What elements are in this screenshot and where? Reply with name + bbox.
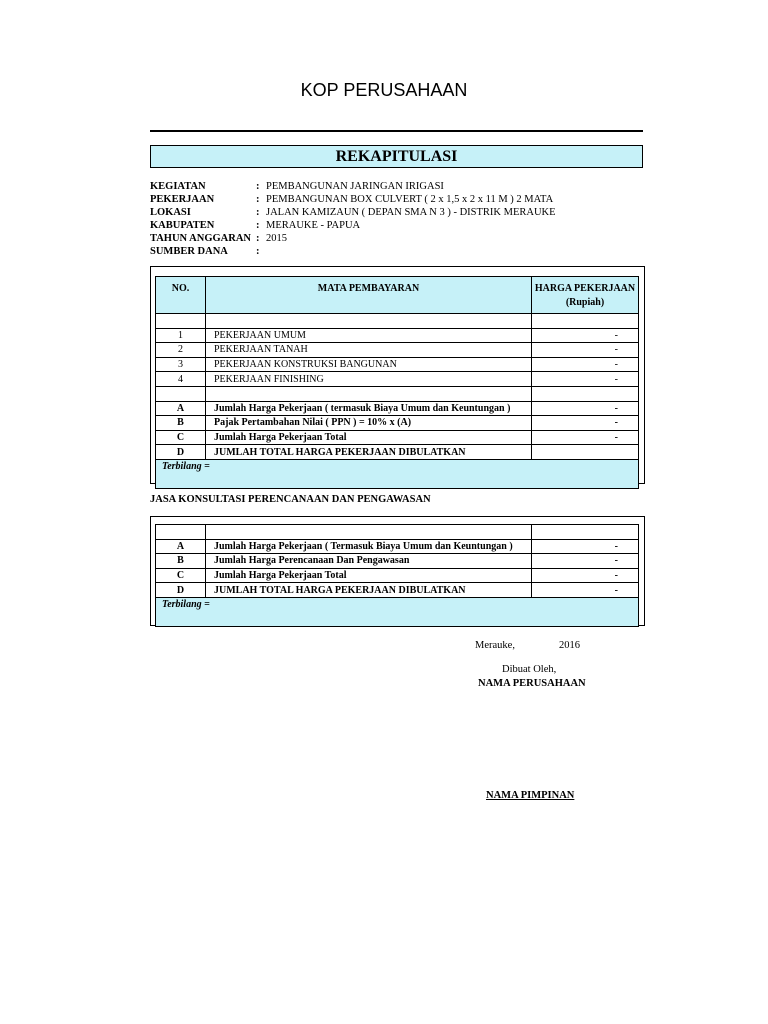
info-value: 2015 — [266, 233, 287, 244]
info-key: KABUPATEN — [150, 220, 215, 231]
info-row-kabupaten: KABUPATEN : MERAUKE - PAPUA — [150, 219, 630, 232]
recap-table — [155, 276, 639, 489]
info-key: SUMBER DANA — [150, 246, 228, 257]
table-header-row — [156, 277, 639, 314]
terbilang-row — [156, 459, 639, 488]
info-key: PEKERJAAN — [150, 194, 215, 205]
kop-perusahaan: KOP PERUSAHAAN — [300, 80, 468, 100]
jasa-row: B Jumlah Harga Perencanaan Dan Pengawasan - — [156, 554, 639, 569]
terbilang-row — [156, 597, 639, 626]
table-row: 3 PEKERJAAN KONSTRUKSI BANGUNAN - — [156, 357, 639, 372]
info-key: LOKASI — [150, 207, 191, 218]
info-row-kegiatan: KEGIATAN : PEMBANGUNAN JARINGAN IRIGASI — [150, 180, 630, 193]
table-row: 4 PEKERJAAN FINISHING - — [156, 372, 639, 387]
col-header-harga-line1: HARGA PEKERJAAN — [534, 283, 636, 294]
terbilang-label: Terbilang = — [156, 459, 639, 488]
jasa-table-frame — [150, 516, 645, 626]
summary-row: A Jumlah Harga Pekerjaan ( termasuk Biaya Umum dan Keuntungan ) - — [156, 401, 639, 416]
jasa-row: A Jumlah Harga Pekerjaan ( Termasuk Biaya Umum dan Keuntungan ) - — [156, 539, 639, 554]
col-header-harga-line2: (Rupiah) — [565, 297, 605, 308]
table-row: 2 PEKERJAAN TANAH - — [156, 343, 639, 358]
jasa-row: C Jumlah Harga Pekerjaan Total - — [156, 568, 639, 583]
info-row-pekerjaan: PEKERJAAN : PEMBANGUNAN BOX CULVERT ( 2 x 1,5 x 2 x 11 M ) 2 MATA — [150, 193, 630, 206]
page-title: REKAPITULASI — [150, 145, 643, 168]
table-row: 1 PEKERJAAN UMUM - — [156, 328, 639, 343]
spacer-row — [156, 386, 639, 401]
signature-place: Merauke, — [475, 640, 515, 651]
signature-company: NAMA PERUSAHAAN — [478, 678, 586, 689]
jasa-section-title: JASA KONSULTASI PERENCANAAN DAN PENGAWASAN — [150, 494, 431, 505]
info-row-lokasi: LOKASI : JALAN KAMIZAUN ( DEPAN SMA N 3 ) - DISTRIK MERAUKE — [150, 206, 630, 219]
col-header-mata-pembayaran: MATA PEMBAYARAN — [206, 277, 532, 314]
jasa-table — [155, 524, 639, 627]
recap-table-frame — [150, 266, 645, 484]
header-divider — [150, 130, 643, 132]
info-value: PEMBANGUNAN BOX CULVERT ( 2 x 1,5 x 2 x 11 M ) 2 MATA — [266, 194, 554, 205]
signature-year: 2016 — [559, 640, 580, 651]
info-value: PEMBANGUNAN JARINGAN IRIGASI — [266, 181, 444, 192]
project-info — [150, 180, 630, 258]
info-row-tahun-anggaran: TAHUN ANGGARAN : 2015 — [150, 232, 630, 245]
info-key: TAHUN ANGGARAN — [150, 233, 252, 244]
signature-dibuat-oleh: Dibuat Oleh, — [502, 664, 557, 675]
info-value: MERAUKE - PAPUA — [266, 220, 361, 231]
summary-row: C Jumlah Harga Pekerjaan Total - — [156, 430, 639, 445]
col-header-harga — [532, 277, 639, 314]
info-key: KEGIATAN — [150, 181, 206, 192]
summary-row: B Pajak Pertambahan Nilai ( PPN ) = 10% x (A) - — [156, 416, 639, 431]
signature-leader: NAMA PIMPINAN — [486, 790, 575, 801]
info-row-sumber-dana: SUMBER DANA : — [150, 245, 630, 258]
info-value: JALAN KAMIZAUN ( DEPAN SMA N 3 ) - DISTRIK MERAUKE — [266, 207, 556, 218]
spacer-row — [156, 314, 639, 329]
spacer-row — [156, 525, 639, 540]
info-value — [266, 245, 630, 258]
col-header-no: NO. — [156, 277, 206, 314]
summary-row: D JUMLAH TOTAL HARGA PEKERJAAN DIBULATKAN — [156, 445, 639, 460]
terbilang-label: Terbilang = — [156, 597, 639, 626]
jasa-row: D JUMLAH TOTAL HARGA PEKERJAAN DIBULATKAN - — [156, 583, 639, 598]
